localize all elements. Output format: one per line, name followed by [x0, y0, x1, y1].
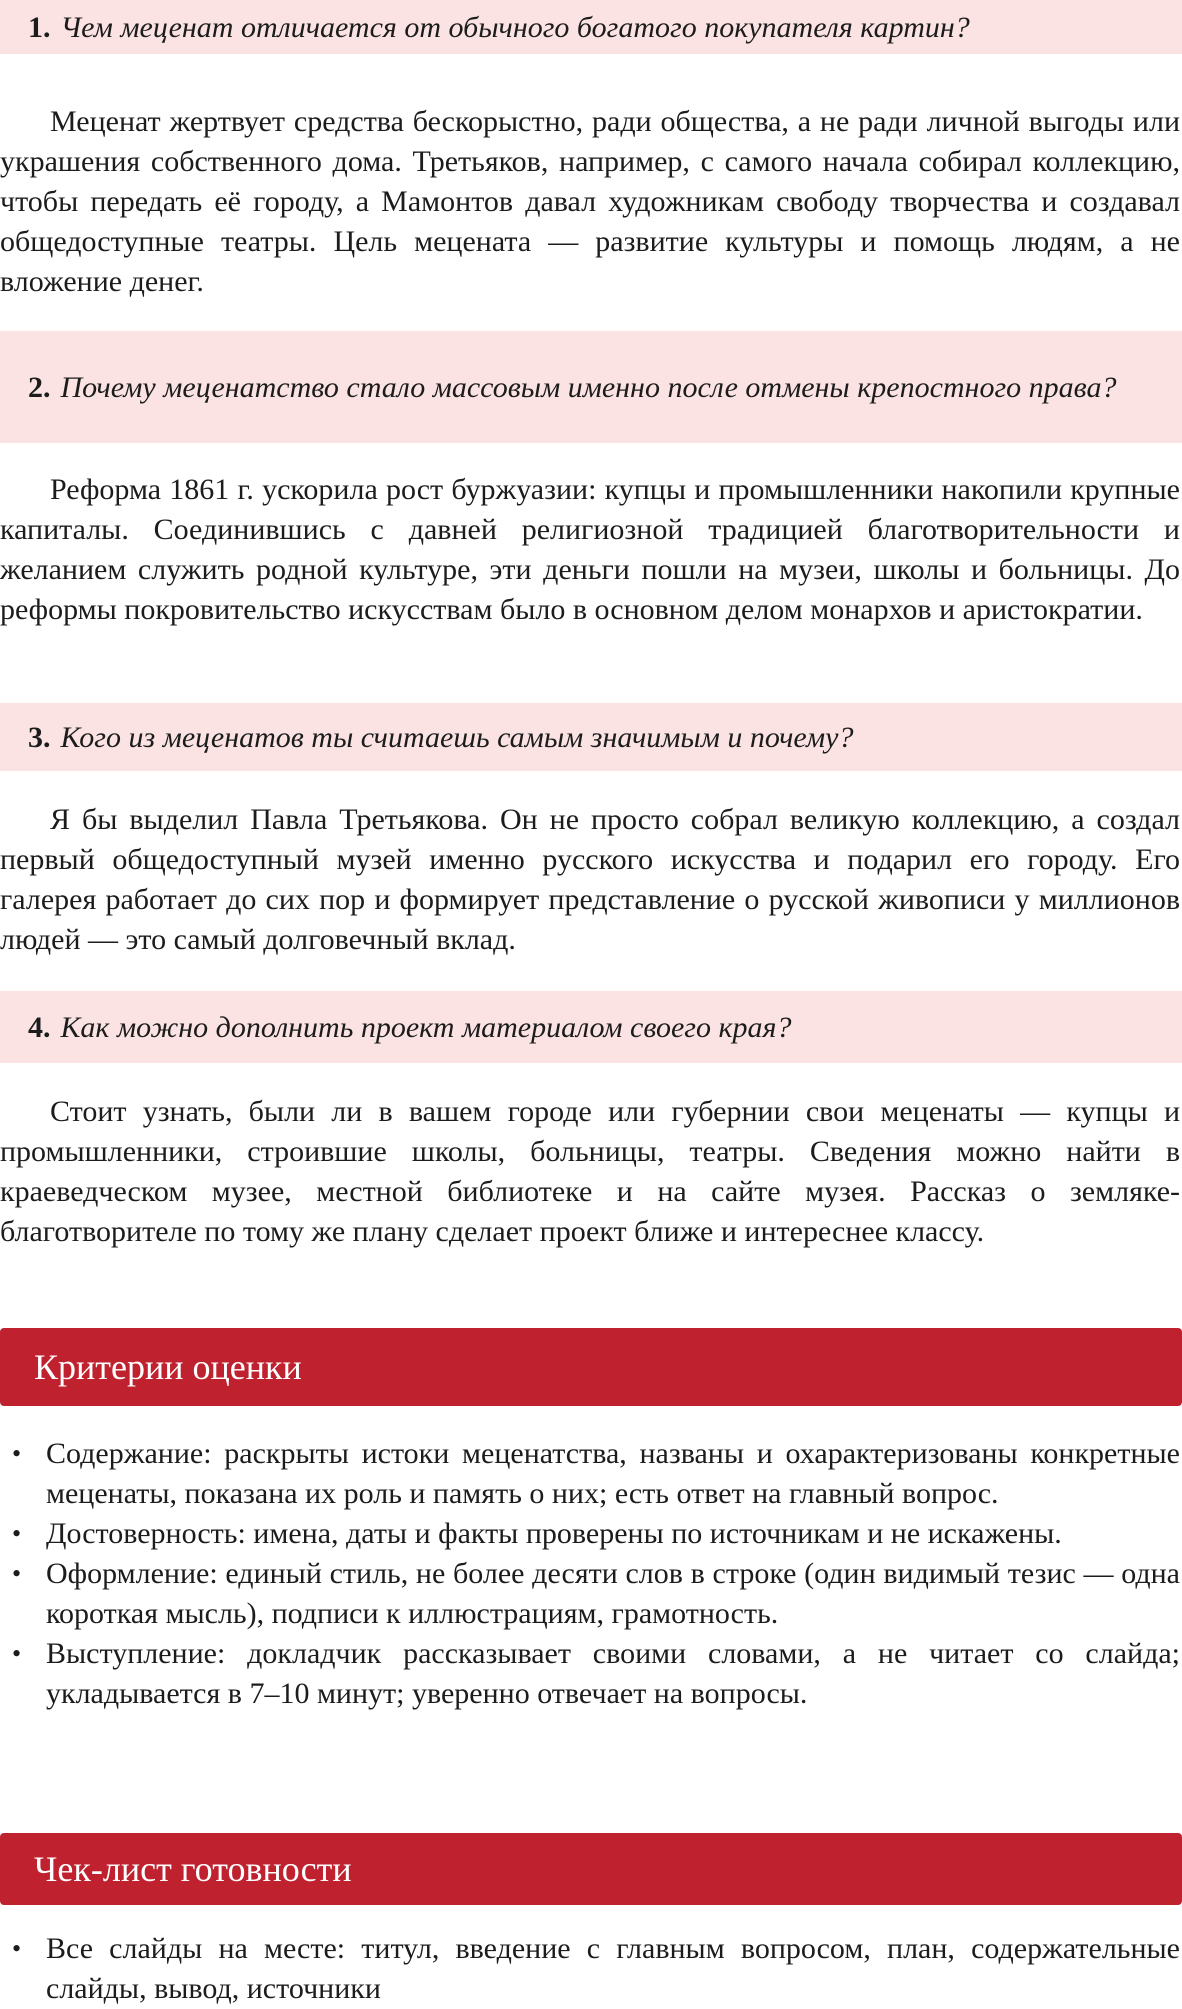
criteria-item: [0, 1634, 1182, 1714]
question-box-4: [0, 991, 1182, 1063]
answer-2: Реформа 1861 г. ускорила рост буржуазии: купцы и промышленники накопили крупные капиталы. Соединившись с давней религиозной традицией благотворительности и желанием служить родной культуре, эти деньги пошли на музеи, школы и больницы. До реформы покровительство искусствам было в основном делом монархов и аристократии.: [0, 473, 1180, 626]
question-text-1: [28, 8, 970, 47]
bullet-icon: •: [12, 1519, 22, 1548]
criteria-header: Критерии оценки: [0, 1328, 1182, 1406]
bullet-icon: •: [12, 1439, 22, 1468]
question-box-3: [0, 703, 1182, 771]
question-box-1: [0, 0, 1182, 54]
criteria-item: [0, 1514, 1182, 1554]
question-label-3: Кого из меценатов ты считаешь самым значимым и почему?: [60, 720, 854, 754]
criteria-item-text: Достоверность: имена, даты и факты проверены по источникам и не искажены.: [46, 1517, 1062, 1550]
question-number-3: 3.: [28, 720, 51, 754]
criteria-item: [0, 1554, 1182, 1634]
checklist-list: [0, 1929, 1182, 2009]
bullet-icon: •: [12, 1934, 22, 1963]
answer-1: Меценат жертвует средства бескорыстно, ради общества, а не ради личной выгоды или украшения собственного дома. Третьяков, например, с самого начала собирал коллекцию, чтобы передать её городу, а Мамонтов давал художникам свободу творчества и создавал общедоступные театры. Цель мецената — развитие культуры и помощь людям, а не вложение денег.: [0, 105, 1180, 298]
criteria-item: [0, 1434, 1182, 1514]
question-box-2: [0, 331, 1182, 443]
answer-3: Я бы выделил Павла Третьякова. Он не просто собрал великую коллекцию, а создал первый общедоступный музей именно русского искусства и подарил его городу. Его галерея работает до сих пор и формирует представление о русской живописи у миллионов людей — это самый долговечный вклад.: [0, 803, 1180, 956]
bullet-icon: •: [12, 1559, 22, 1588]
criteria-item-text: Выступление: докладчик рассказывает своими словами, а не читает со слайда; укладывается в 7–10 минут; уверенно отвечает на вопросы.: [46, 1637, 1180, 1710]
question-number-4: 4.: [28, 1010, 51, 1044]
checklist-item: [0, 1929, 1182, 2009]
question-number-1: 1.: [28, 10, 51, 44]
checklist-header: Чек-лист готовности: [0, 1833, 1182, 1905]
question-text-4: [28, 1008, 792, 1047]
question-text-3: [28, 718, 853, 757]
question-label-2: Почему меценатство стало массовым именно после отмены крепостного права?: [60, 370, 1117, 404]
criteria-item-text: Содержание: раскрыты истоки меценатства, названы и охарактеризованы конкретные меценаты, показана их роль и память о них; есть ответ на главный вопрос.: [46, 1437, 1180, 1510]
question-number-2: 2.: [28, 370, 51, 404]
question-label-4: Как можно дополнить проект материалом своего края?: [60, 1010, 792, 1044]
bullet-icon: •: [12, 1639, 22, 1668]
question-text-2: [28, 368, 1116, 407]
criteria-item-text: Оформление: единый стиль, не более десяти слов в строке (один видимый тезис — одна короткая мысль), подписи к иллюстрациям, грамотность.: [46, 1557, 1180, 1630]
answer-4: Стоит узнать, были ли в вашем городе или губернии свои меценаты — купцы и промышленники, строившие школы, больницы, театры. Сведения можно найти в краеведческом музее, местной библиотеке и на сайте музея. Рассказ о земляке-благотворителе по тому же плану сделает проект ближе и интереснее классу.: [0, 1095, 1180, 1248]
checklist-item-text: Все слайды на месте: титул, введение с главным вопросом, план, содержательные слайды, вывод, источники: [46, 1932, 1180, 2005]
criteria-list: [0, 1434, 1182, 1714]
question-label-1: Чем меценат отличается от обычного богатого покупателя картин?: [60, 10, 970, 44]
